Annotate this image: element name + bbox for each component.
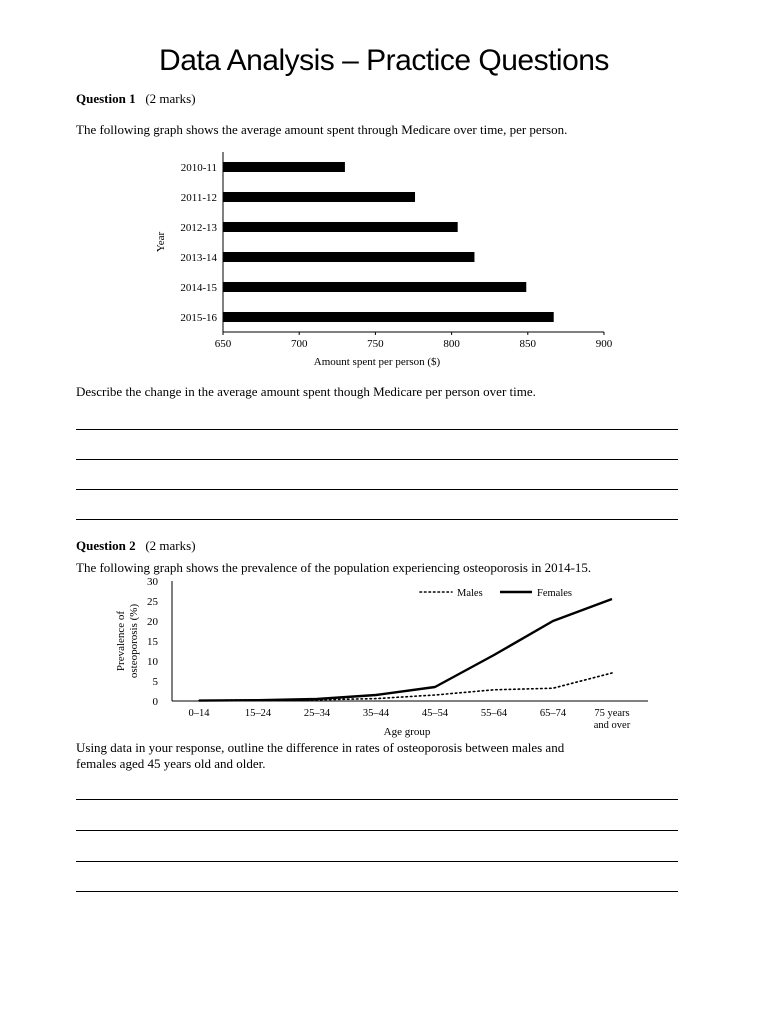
q1-answer-line-1[interactable] — [76, 429, 678, 430]
q2-answer-line-3[interactable] — [76, 861, 678, 862]
question-2-label: Question 2 — [76, 538, 136, 553]
bar-chart-x-tick-label: 900 — [595, 338, 613, 350]
bar-chart-category-label: 2010-11 — [180, 162, 217, 174]
line-chart-x-tick-label: 0–14 — [188, 708, 210, 719]
bar-chart-x-tick-label: 650 — [214, 338, 232, 350]
line-chart-y-tick-label: 0 — [152, 696, 158, 708]
question-1-marks: (2 marks) — [145, 91, 196, 106]
line-chart-ylabel-line-2: osteoporosis (%) — [128, 603, 140, 679]
bar-chart-x-tick-label: 800 — [443, 338, 460, 350]
question-2-prompt — [76, 740, 696, 772]
question-2-prompt-line-2: females aged 45 years old and older. — [76, 756, 266, 771]
line-chart-y-tick-label: 25 — [147, 596, 158, 608]
q1-answer-line-4[interactable] — [76, 519, 678, 520]
question-1-intro: The following graph shows the average amount spent through Medicare over time, per person. — [76, 122, 568, 137]
osteoporosis-line-chart — [100, 574, 660, 740]
question-1-heading — [76, 91, 196, 107]
bar-2015-16 — [223, 312, 554, 322]
page-title: Data Analysis – Practice Questions — [159, 44, 609, 77]
line-chart-x-tick-label: 75 years — [594, 708, 630, 719]
bar-chart-category-label: 2013-14 — [180, 252, 217, 264]
question-1-prompt: Describe the change in the average amount spent though Medicare per person over time. — [76, 384, 536, 399]
series-line-males — [199, 673, 612, 701]
question-2-heading — [76, 538, 196, 554]
line-chart-x-tick-label: 65–74 — [539, 708, 567, 719]
legend-label-females: Females — [537, 588, 572, 599]
bar-chart-category-label: 2014-15 — [180, 282, 217, 294]
medicare-bar-chart — [150, 150, 630, 375]
q2-answer-line-1[interactable] — [76, 799, 678, 800]
question-2-marks: (2 marks) — [145, 538, 196, 553]
bar-2010-11 — [223, 162, 345, 172]
q2-answer-line-4[interactable] — [76, 891, 678, 892]
legend-label-males: Males — [457, 588, 483, 599]
line-chart-y-tick-label: 30 — [147, 576, 158, 588]
bar-2011-12 — [223, 192, 415, 202]
q1-answer-line-3[interactable] — [76, 489, 678, 490]
bar-chart-x-tick-label: 850 — [519, 338, 537, 350]
bar-chart-x-tick-label: 700 — [290, 338, 308, 350]
line-chart-x-tick-label: 45–54 — [421, 708, 449, 719]
line-chart-y-tick-label: 5 — [152, 676, 158, 688]
bar-chart-category-label: 2012-13 — [180, 222, 217, 234]
bar-chart-category-label: 2015-16 — [180, 312, 217, 324]
line-chart-y-tick-label: 10 — [147, 656, 158, 668]
question-2-intro: The following graph shows the prevalence of the population experiencing osteoporosis in 2014-15. — [76, 560, 592, 575]
question-1-label: Question 1 — [76, 91, 136, 106]
line-chart-x-tick-label: and over — [593, 720, 631, 731]
bar-chart-ylabel: Year — [155, 231, 167, 253]
bar-2013-14 — [223, 252, 474, 262]
q1-answer-line-2[interactable] — [76, 459, 678, 460]
bar-chart-xlabel: Amount spent per person ($) — [313, 356, 441, 368]
line-chart-x-tick-label: 35–44 — [362, 708, 390, 719]
bar-2012-13 — [223, 222, 458, 232]
bar-chart-category-label: 2011-12 — [180, 192, 217, 204]
line-chart-y-tick-label: 15 — [147, 636, 158, 648]
line-chart-x-tick-label: 15–24 — [244, 708, 272, 719]
line-chart-y-tick-label: 20 — [147, 616, 158, 628]
q2-answer-line-2[interactable] — [76, 830, 678, 831]
series-line-females — [199, 599, 612, 701]
line-chart-ylabel-line-1: Prevalence of — [115, 610, 127, 672]
bar-chart-x-tick-label: 750 — [367, 338, 384, 350]
bar-2014-15 — [223, 282, 526, 292]
line-chart-x-tick-label: 55–64 — [480, 708, 508, 719]
line-chart-x-tick-label: 25–34 — [303, 708, 331, 719]
question-2-prompt-line-1: Using data in your response, outline the difference in rates of osteoporosis between males and — [76, 740, 565, 755]
line-chart-xlabel: Age group — [383, 726, 431, 738]
